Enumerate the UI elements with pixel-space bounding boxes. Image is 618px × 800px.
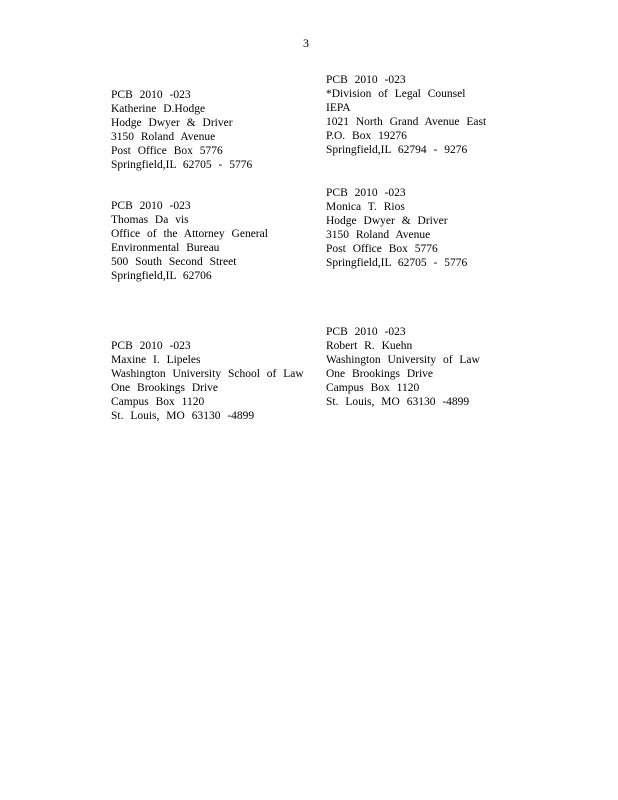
case-number: PCB 2010 -023 [111,89,191,101]
recipient-name: *Division of Legal Counsel [326,88,466,100]
street-address: 1021 North Grand Avenue East [326,116,487,128]
city-state-zip: Springfield,IL 62794 - 9276 [326,144,468,156]
department: Environmental Bureau [111,242,220,254]
address-block-davis [111,199,268,283]
organization: Washington University of Law [326,354,480,366]
po-box: Post Office Box 5776 [326,243,438,255]
case-number: PCB 2010 -023 [111,200,191,212]
organization: Hodge Dwyer & Driver [326,215,448,227]
case-number: PCB 2010 -023 [326,187,406,199]
recipient-name: Maxine I. Lipeles [111,354,201,366]
recipient-name: Robert R. Kuehn [326,340,413,352]
po-box: P.O. Box 19276 [326,130,407,142]
organization: IEPA [326,102,351,114]
campus-box: Campus Box 1120 [326,382,420,394]
city-state-zip: Springfield,IL 62705 - 5776 [111,159,253,171]
address-block-kuehn [326,325,480,409]
street-address: 500 South Second Street [111,256,237,268]
street-address: One Brookings Drive [326,368,434,380]
city-state-zip: Springfield,IL 62705 - 5776 [326,257,468,269]
case-number: PCB 2010 -023 [326,74,406,86]
case-number: PCB 2010 -023 [326,326,406,338]
recipient-name: Katherine D.Hodge [111,103,206,115]
recipient-name: Monica T. Rios [326,201,405,213]
street-address: One Brookings Drive [111,382,219,394]
address-block-rios [326,186,467,270]
street-address: 3150 Roland Avenue [111,131,216,143]
organization: Office of the Attorney General [111,228,268,240]
street-address: 3150 Roland Avenue [326,229,431,241]
organization: Washington University School of Law [111,368,304,380]
city-state-zip: St. Louis, MO 63130 -4899 [326,396,470,408]
address-block-lipeles [111,339,304,423]
recipient-name: Thomas Da vis [111,214,189,226]
city-state-zip: St. Louis, MO 63130 -4899 [111,410,255,422]
campus-box: Campus Box 1120 [111,396,205,408]
po-box: Post Office Box 5776 [111,145,223,157]
organization: Hodge Dwyer & Driver [111,117,233,129]
address-block-hodge [111,88,252,172]
address-block-iepa [326,73,486,157]
page-number: 3 [303,36,309,50]
city-state-zip: Springfield,IL 62706 [111,270,212,282]
case-number: PCB 2010 -023 [111,340,191,352]
